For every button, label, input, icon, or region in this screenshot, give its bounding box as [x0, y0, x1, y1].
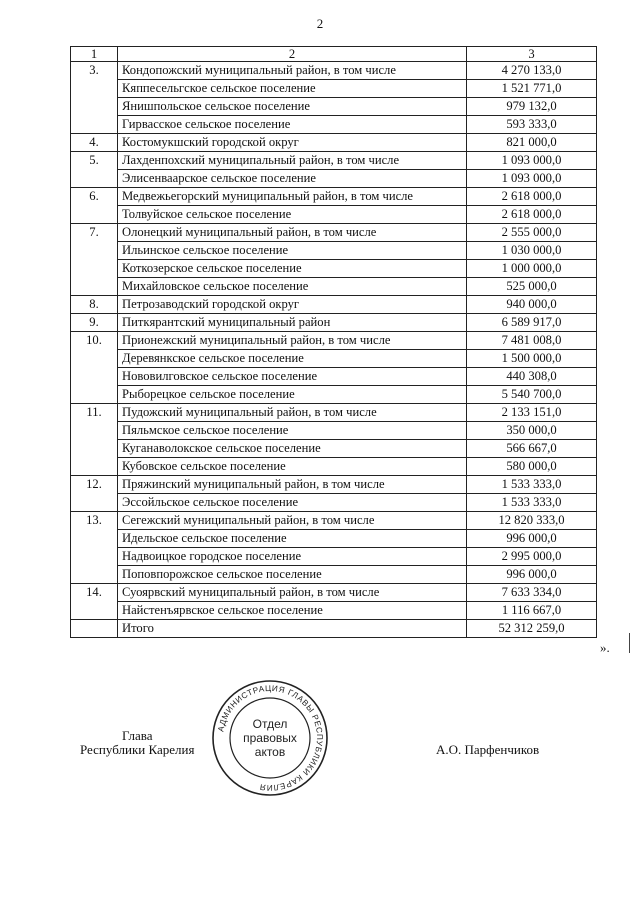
row-name: Эссойльское сельское поселение	[118, 494, 467, 512]
table-row	[71, 620, 597, 638]
row-amount: 2 555 000,0	[467, 224, 597, 242]
table-row	[71, 62, 597, 80]
row-amount: 4 270 133,0	[467, 62, 597, 80]
row-number	[71, 530, 118, 548]
table-row	[71, 170, 597, 188]
row-number	[71, 116, 118, 134]
row-name: Пудожский муниципальный район, в том числе	[118, 404, 467, 422]
signature-title-line1: Глава	[122, 728, 153, 743]
header-col-3: 3	[467, 47, 597, 62]
row-name: Поповпорожское сельское поселение	[118, 566, 467, 584]
table-row	[71, 476, 597, 494]
row-name: Толвуйское сельское поселение	[118, 206, 467, 224]
signature-title-line2: Республики Карелия	[80, 742, 195, 757]
row-name: Коткозерское сельское поселение	[118, 260, 467, 278]
row-amount: 7 481 008,0	[467, 332, 597, 350]
table-row	[71, 386, 597, 404]
row-name: Гирвасское сельское поселение	[118, 116, 467, 134]
stamp-text-line1: Отдел	[252, 717, 288, 731]
row-amount: 1 093 000,0	[467, 152, 597, 170]
row-number	[71, 206, 118, 224]
row-amount: 580 000,0	[467, 458, 597, 476]
row-number	[71, 422, 118, 440]
row-number	[71, 386, 118, 404]
table-row	[71, 278, 597, 296]
row-name: Олонецкий муниципальный район, в том числе	[118, 224, 467, 242]
row-number: 13.	[71, 512, 118, 530]
row-name: Деревянкское сельское поселение	[118, 350, 467, 368]
table-row	[71, 422, 597, 440]
stamp-text-line3: актов	[254, 745, 286, 759]
row-name: Сегежский муниципальный район, в том числе	[118, 512, 467, 530]
row-amount: 2 995 000,0	[467, 548, 597, 566]
row-number: 14.	[71, 584, 118, 602]
table-row	[71, 566, 597, 584]
table-row	[71, 188, 597, 206]
row-name: Ильинское сельское поселение	[118, 242, 467, 260]
row-name: Пряжинский муниципальный район, в том числе	[118, 476, 467, 494]
row-name: Кондопожский муниципальный район, в том числе	[118, 62, 467, 80]
row-name: Идельское сельское поселение	[118, 530, 467, 548]
table-header-row	[71, 47, 597, 62]
row-number: 4.	[71, 134, 118, 152]
header-col-1: 1	[71, 47, 118, 62]
row-amount: 2 618 000,0	[467, 206, 597, 224]
row-number	[71, 80, 118, 98]
row-amount: 12 820 333,0	[467, 512, 597, 530]
row-name: Элисенваарское сельское поселение	[118, 170, 467, 188]
table-row	[71, 260, 597, 278]
row-number: 7.	[71, 224, 118, 242]
row-amount: 1 500 000,0	[467, 350, 597, 368]
row-amount: 440 308,0	[467, 368, 597, 386]
row-number	[71, 620, 118, 638]
row-name: Михайловское сельское поселение	[118, 278, 467, 296]
row-amount: 821 000,0	[467, 134, 597, 152]
header-col-2: 2	[118, 47, 467, 62]
row-number	[71, 350, 118, 368]
row-number: 5.	[71, 152, 118, 170]
table-row	[71, 512, 597, 530]
row-amount: 1 533 333,0	[467, 476, 597, 494]
table-row	[71, 116, 597, 134]
table-row	[71, 458, 597, 476]
table-row	[71, 152, 597, 170]
row-amount: 7 633 334,0	[467, 584, 597, 602]
row-name: Надвоицкое городское поселение	[118, 548, 467, 566]
row-number	[71, 98, 118, 116]
row-number	[71, 242, 118, 260]
row-amount: 525 000,0	[467, 278, 597, 296]
row-number	[71, 602, 118, 620]
row-name: Питкярантский муниципальный район	[118, 314, 467, 332]
row-number	[71, 170, 118, 188]
table-row	[71, 206, 597, 224]
row-number: 3.	[71, 62, 118, 80]
table-row	[71, 98, 597, 116]
row-name: Янишпольское сельское поселение	[118, 98, 467, 116]
table-row	[71, 242, 597, 260]
table-row	[71, 296, 597, 314]
table-row	[71, 494, 597, 512]
table-row	[71, 224, 597, 242]
row-amount: 1 030 000,0	[467, 242, 597, 260]
row-amount: 1 533 333,0	[467, 494, 597, 512]
row-amount: 979 132,0	[467, 98, 597, 116]
table-row	[71, 440, 597, 458]
row-amount: 5 540 700,0	[467, 386, 597, 404]
row-number: 8.	[71, 296, 118, 314]
row-name: Найстенъярвское сельское поселение	[118, 602, 467, 620]
row-number	[71, 458, 118, 476]
table-row	[71, 350, 597, 368]
row-number	[71, 260, 118, 278]
row-name: Куганаволокское сельское поселение	[118, 440, 467, 458]
row-number	[71, 440, 118, 458]
row-name: Нововилговское сельское поселение	[118, 368, 467, 386]
row-name: Лахденпохский муниципальный район, в том числе	[118, 152, 467, 170]
row-name: Костомукшский городской округ	[118, 134, 467, 152]
row-name: Суоярвский муниципальный район, в том числе	[118, 584, 467, 602]
row-name: Итого	[118, 620, 467, 638]
row-amount: 6 589 917,0	[467, 314, 597, 332]
row-number: 6.	[71, 188, 118, 206]
row-name: Кубовское сельское поселение	[118, 458, 467, 476]
row-number	[71, 548, 118, 566]
stamp-ring-text: АДМИНИСТРАЦИЯ ГЛАВЫ РЕСПУБЛИКИ КАРЕЛИЯ	[216, 683, 325, 793]
row-name: Медвежьегорский муниципальный район, в том числе	[118, 188, 467, 206]
row-name: Петрозаводский городской округ	[118, 296, 467, 314]
signer-name: А.О. Парфенчиков	[436, 742, 540, 757]
row-amount: 1 116 667,0	[467, 602, 597, 620]
row-amount: 996 000,0	[467, 566, 597, 584]
row-name: Рыборецкое сельское поселение	[118, 386, 467, 404]
row-number: 10.	[71, 332, 118, 350]
row-number	[71, 566, 118, 584]
table-row	[71, 530, 597, 548]
row-number	[71, 368, 118, 386]
row-amount: 566 667,0	[467, 440, 597, 458]
row-number: 11.	[71, 404, 118, 422]
row-amount: 1 000 000,0	[467, 260, 597, 278]
row-amount: 940 000,0	[467, 296, 597, 314]
table-row	[71, 602, 597, 620]
row-name: Пяльмское сельское поселение	[118, 422, 467, 440]
row-amount: 1 521 771,0	[467, 80, 597, 98]
row-name: Прионежский муниципальный район, в том числе	[118, 332, 467, 350]
table-row	[71, 332, 597, 350]
row-amount: 2 618 000,0	[467, 188, 597, 206]
row-amount: 2 133 151,0	[467, 404, 597, 422]
row-amount: 593 333,0	[467, 116, 597, 134]
page-number: 2	[316, 16, 324, 31]
table-row	[71, 368, 597, 386]
table-row	[71, 134, 597, 152]
stamp-text-line2: правовых	[243, 731, 297, 745]
row-amount: 996 000,0	[467, 530, 597, 548]
row-amount: 350 000,0	[467, 422, 597, 440]
table-row	[71, 548, 597, 566]
closing-quote: ».	[600, 640, 610, 655]
table-row	[71, 80, 597, 98]
table-row	[71, 404, 597, 422]
department-stamp	[210, 678, 330, 803]
row-amount: 1 093 000,0	[467, 170, 597, 188]
table-row	[71, 584, 597, 602]
row-number	[71, 494, 118, 512]
row-name: Кяппесельгское сельское поселение	[118, 80, 467, 98]
row-number: 12.	[71, 476, 118, 494]
row-number	[71, 278, 118, 296]
table-row	[71, 314, 597, 332]
row-number: 9.	[71, 314, 118, 332]
row-amount: 52 312 259,0	[467, 620, 597, 638]
margin-mark	[629, 633, 630, 653]
allocation-table	[70, 46, 597, 638]
